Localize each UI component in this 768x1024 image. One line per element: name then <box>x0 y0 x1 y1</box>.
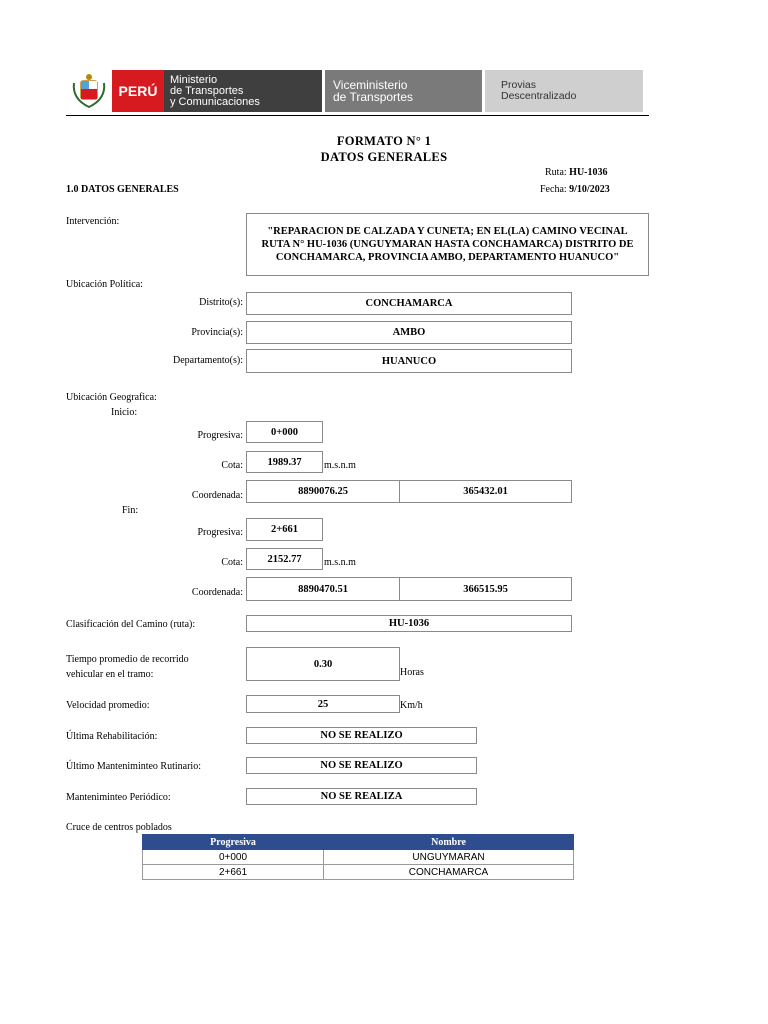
mantenimiento-rutinario-field: NO SE REALIZO <box>246 757 477 774</box>
tiempo-unit: Horas <box>400 667 424 678</box>
centros-poblados-table <box>142 834 574 880</box>
provias-line-2: Descentralizado <box>501 90 577 102</box>
cell-progresiva: 0+000 <box>143 850 324 865</box>
clasificacion-field: HU-1036 <box>246 615 572 632</box>
col-header-progresiva: Progresiva <box>143 835 324 850</box>
table-row <box>143 850 574 865</box>
inicio-cota-field: 1989.37 <box>246 451 323 473</box>
vice-line-2: de Transportes <box>333 90 414 104</box>
intervencion-label: Intervención: <box>66 216 120 227</box>
fecha-info <box>540 184 610 195</box>
fin-progresiva-label: Progresiva: <box>197 527 243 538</box>
fin-coordenada-label: Coordenada: <box>191 587 243 598</box>
inicio-progresiva-label: Progresiva: <box>197 430 243 441</box>
ministry-line-2: de Transportes <box>170 84 244 97</box>
departamento-field: HUANUCO <box>246 349 572 373</box>
fin-cota-field: 2152.77 <box>246 548 323 570</box>
intervencion-box <box>246 213 649 276</box>
fin-label: Fin: <box>122 505 139 516</box>
tiempo-label-line-1: Tiempo promedio de recorrido <box>66 654 189 665</box>
distrito-field: CONCHAMARCA <box>246 292 572 315</box>
fecha-label: Fecha: <box>540 184 567 195</box>
table-row <box>143 865 574 880</box>
clasificacion-label: Clasificación del Camino (ruta): <box>66 619 196 630</box>
ministry-line-1: Ministerio <box>170 73 218 86</box>
ministry-line-3: y Comunicaciones <box>170 95 260 108</box>
fin-coord-north-field: 8890470.51 <box>246 577 400 601</box>
cell-progresiva: 2+661 <box>143 865 324 880</box>
vice-line-1: Viceministerio <box>333 78 408 92</box>
inicio-progresiva-field: 0+000 <box>246 421 323 443</box>
cell-nombre: UNGUYMARAN <box>324 850 574 865</box>
ubicacion-politica-label: Ubicación Política: <box>66 279 143 290</box>
fecha-value: 9/10/2023 <box>569 184 610 195</box>
provias-line-1: Provias <box>501 79 537 91</box>
col-header-nombre: Nombre <box>324 835 574 850</box>
fin-coord-east-field: 366515.95 <box>399 577 572 601</box>
peru-coat-of-arms-icon <box>66 70 112 112</box>
intervencion-text: "REPARACION DE CALZADA Y CUNETA; EN EL(LA) CAMINO VECINAL RUTA N° HU-1036 (UNGUYMARAN HASTA CONCHAMARCA) DISTRITO DE CONCHAMARCA, PROVINCIA AMBO, DEPARTAMENTO HUANUCO" <box>261 226 634 263</box>
document-subtitle: DATOS GENERALES <box>320 150 448 164</box>
inicio-cota-label: Cota: <box>221 460 243 471</box>
mantenimiento-periodico-label: Manteniminteo Periódico: <box>66 792 171 803</box>
ruta-label: Ruta: <box>545 167 567 178</box>
tiempo-label-line-2: vehicular en el tramo: <box>66 669 154 680</box>
distrito-label: Distrito(s): <box>199 297 243 308</box>
provincia-field: AMBO <box>246 321 572 344</box>
peru-brand: PERÚ <box>112 70 164 112</box>
ministerio-brand <box>164 70 322 112</box>
inicio-coord-north-field: 8890076.25 <box>246 480 400 503</box>
velocidad-unit: Km/h <box>400 700 423 711</box>
fin-cota-label: Cota: <box>221 557 243 568</box>
inicio-cota-unit: m.s.n.m <box>324 460 356 471</box>
rehabilitacion-label: Última Rehabilitación: <box>66 731 158 742</box>
provincia-label: Provincia(s): <box>191 327 243 338</box>
rehabilitacion-field: NO SE REALIZO <box>246 727 477 744</box>
departamento-label: Departamento(s): <box>173 355 243 366</box>
velocidad-field: 25 <box>246 695 400 713</box>
header-divider <box>66 115 649 116</box>
tiempo-field: 0.30 <box>246 647 400 681</box>
inicio-coordenada-label: Coordenada: <box>191 490 243 501</box>
fin-cota-unit: m.s.n.m <box>324 557 356 568</box>
inicio-label: Inicio: <box>111 407 138 418</box>
mantenimiento-periodico-field: NO SE REALIZA <box>246 788 477 805</box>
document-title: FORMATO N° 1 <box>336 134 432 148</box>
fin-progresiva-field: 2+661 <box>246 518 323 541</box>
mantenimiento-rutinario-label: Último Manteniminteo Rutinario: <box>66 761 201 772</box>
tiempo-label <box>66 652 189 682</box>
inicio-coord-east-field: 365432.01 <box>399 480 572 503</box>
velocidad-label: Velocidad promedio: <box>66 700 150 711</box>
provias-brand <box>485 70 643 112</box>
table-header-row <box>143 835 574 850</box>
ubicacion-geografica-label: Ubicación Geografica: <box>66 392 157 403</box>
centros-poblados-label: Cruce de centros poblados <box>66 822 172 833</box>
cell-nombre: CONCHAMARCA <box>324 865 574 880</box>
viceministerio-brand <box>325 70 482 112</box>
ruta-value: HU-1036 <box>569 167 608 178</box>
ruta-info <box>545 167 608 178</box>
section-heading: 1.0 DATOS GENERALES <box>66 184 179 195</box>
